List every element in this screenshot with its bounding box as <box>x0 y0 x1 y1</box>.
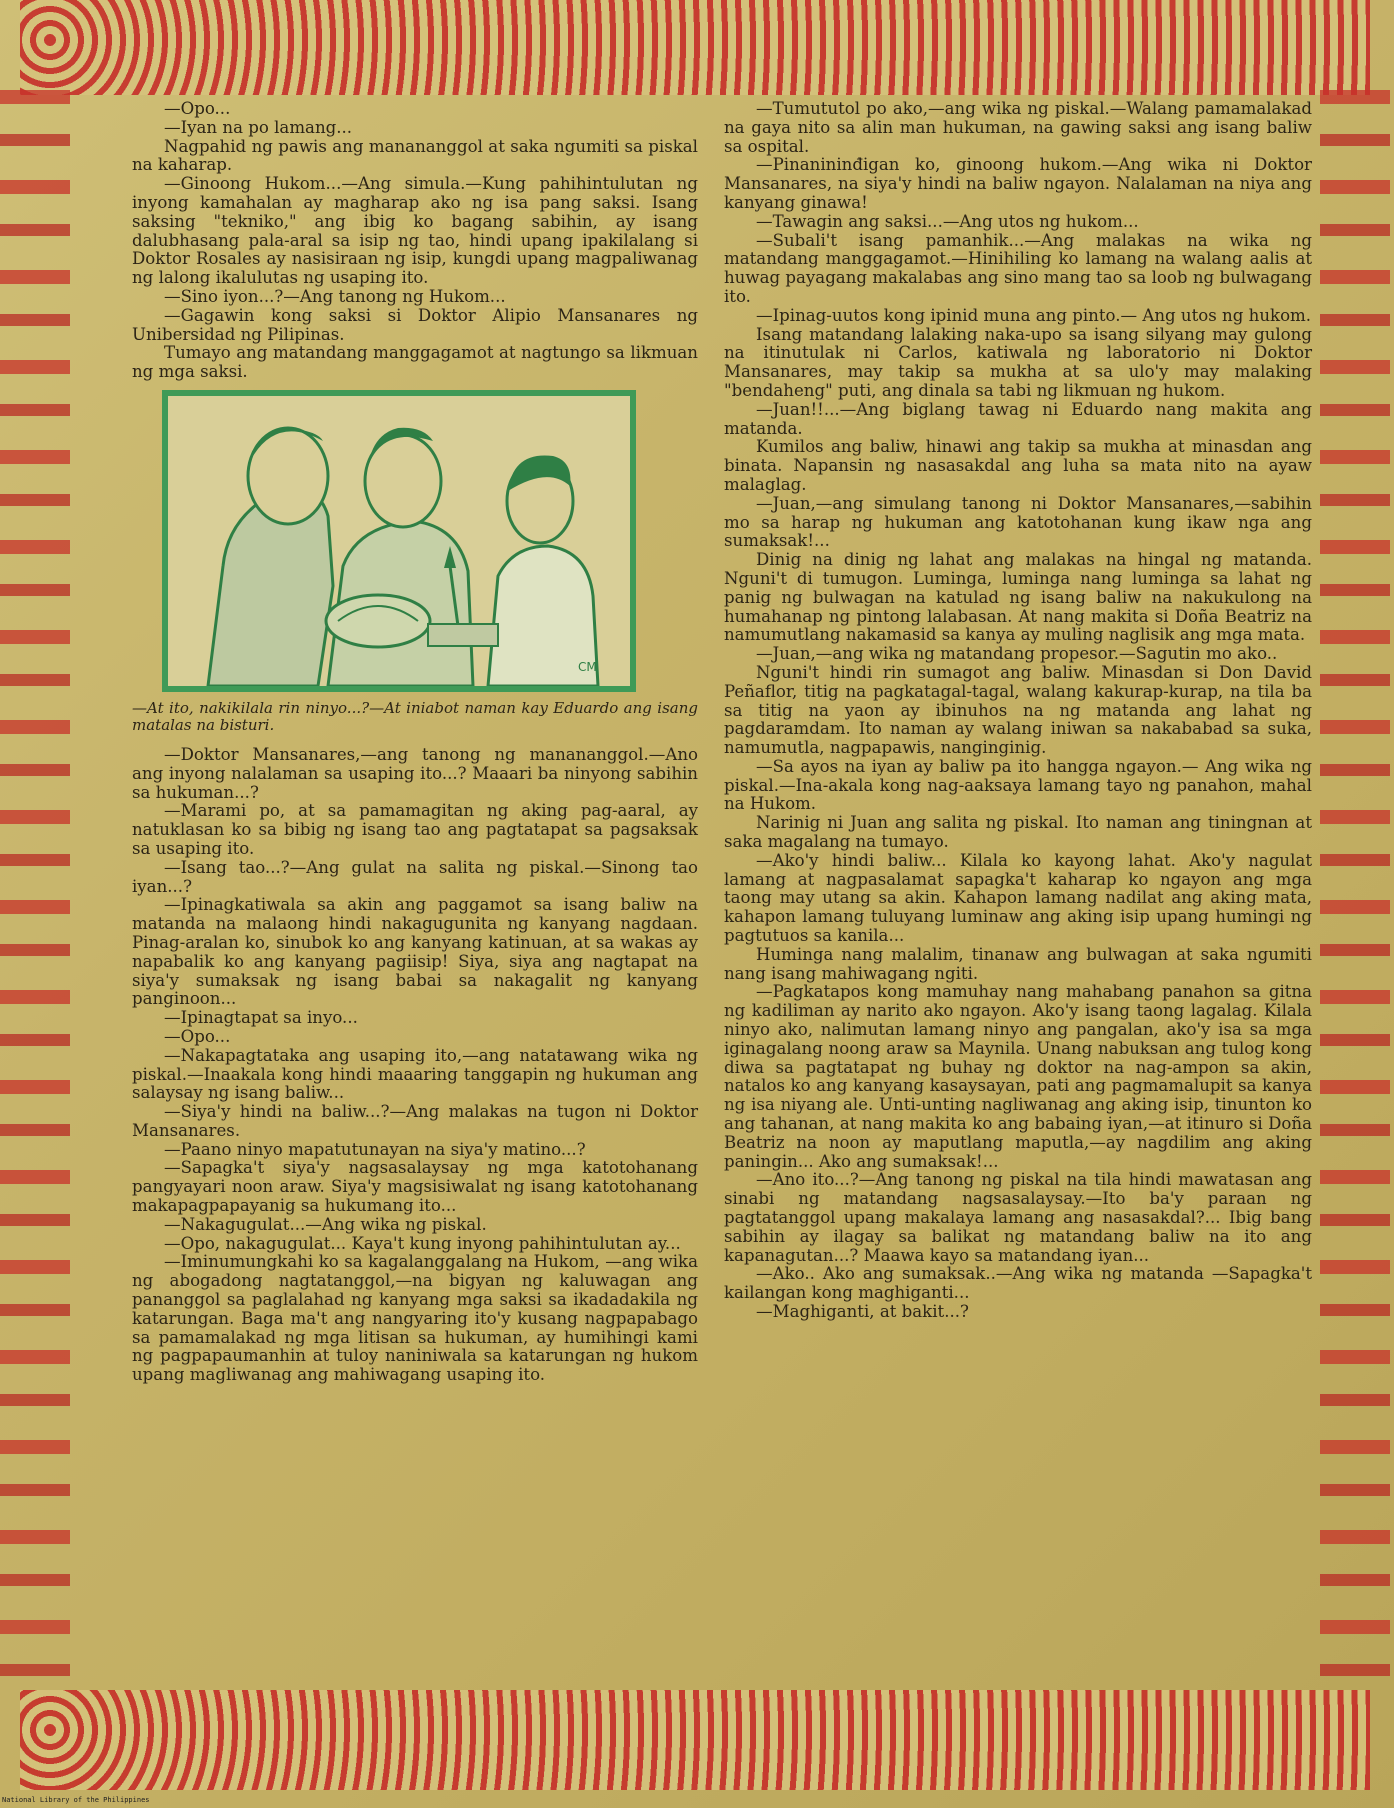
paragraph: —Nakagugulat...—Ang wika ng piskal. <box>164 1214 487 1234</box>
paragraph: —Ako'y hindi baliw... Kilala ko kayong lahat. Ako'y nagulat lamang at nagpasalamat sapagka't kaharap ko ngayon ang mga taong may utang sa akin. Kahapon lamang nadilat ang aking mata, kahapon lamang tuluyang luminaw ang aking isip upang humingi ng pagtutuos sa kanila... <box>724 850 1312 946</box>
paragraph: —Juan,—ang wika ng matandang propesor.—Sagutin mo ako.. <box>756 644 1278 664</box>
paragraph: Nagpahid ng pawis ang manananggol at saka ngumiti sa piskal na kaharap. <box>132 136 698 175</box>
paragraph: Dinig na dinig ng lahat ang malakas na hingal ng matanda. Nguni't di tumugon. Luminga, luminga nang luminga sa lahat ng panig ng bulwagan na katulad ng isang baliw na nakukulong na humahanap ng pintong lalabasan. At nang makita si Doña Beatriz na namumutlang nakamasid sa kanya ay muling naglisik ang mga mata. <box>724 550 1312 645</box>
left-column <box>132 100 698 1385</box>
library-credit: National Library of the Philippines <box>2 1796 150 1804</box>
paragraph: —Ipinag-uutos kong ipinid muna ang pinto.— Ang utos ng hukom. <box>756 305 1312 325</box>
paragraph: —Ipinagkatiwala sa akin ang paggamot sa isang baliw na matanda na malaong hindi nakagugunita ng kanyang nagdaan. Pinag-aralan ko, sinubok ko ang kanyang katinuan, at sa wakas ay napabalik ko ang kanyang pagiisip! Siya, siya ang nagtapat na siya'y sumaksak ng isang babai sa nakagalit ng kanyang panginoon... <box>132 895 698 1009</box>
left-column-paragraphs-top <box>132 100 698 382</box>
paragraph: —Juan!!...—Ang biglang tawag ni Eduardo nang makita ang matanda. <box>724 399 1312 438</box>
left-column-paragraphs-bottom <box>132 746 698 1385</box>
right-column-paragraphs <box>724 100 1312 1322</box>
decorative-border-bottom <box>20 1690 1370 1790</box>
paragraph: Tumayo ang matandang manggagamot at nagtungo sa likmuan ng mga saksi. <box>132 343 698 382</box>
paragraph: —Tumututol po ako,—ang wika ng piskal.—Walang pamamalakad na gaya nito sa alin man hukuman, na gawing saksi ang isang baliw sa ospital. <box>724 99 1312 156</box>
paragraph: —Gagawin kong saksi si Doktor Alipio Mansanares ng Unibersidad ng Pilipinas. <box>132 305 698 344</box>
paragraph: —Subali't isang pamanhik...—Ang malakas na wika ng matandang manggagamot.—Hinihiling ko lamang na walang aalis at huwag payagang makalabas ang sino mang tao sa loob ng bulwagang ito. <box>724 230 1312 306</box>
paragraph: —Pinanininđigan ko, ginoong hukom.—Ang wika ni Doktor Mansanares, na siya'y hindi na baliw ngayon. Nalalaman na niya ang kanyang ginawa! <box>724 155 1312 212</box>
paragraph: —Maghiganti, at bakit...? <box>756 1302 969 1321</box>
paragraph: —Ginoong Hukom...—Ang simula.—Kung pahihintulutan ng inyong kamahalan ay magharap ako ng isa pang saksi. Isang saksing "tekniko," ang ibig ko bagang sabihin, ay isang dalubhasang pala-aral sa isip ng tao, hindi upang ipakilalang si Doktor Rosales ay nasisiraan ng isip, kungdi upang magpaliwanag ng lalong ikalulutas ng usaping ito. <box>132 174 698 288</box>
right-column <box>724 100 1312 1322</box>
paragraph: —Siya'y hindi na baliw...?—Ang malakas na tugon ni Doktor Mansanares. <box>132 1102 698 1140</box>
paragraph: —Tawagin ang saksi...—Ang utos ng hukom... <box>756 211 1139 231</box>
decorative-border-left <box>0 90 70 1700</box>
paragraph: —Nakapagtataka ang usaping ito,—ang natatawang wika ng piskal.—Inaakala kong hindi maaaring tanggapin ng hukuman ang salaysay ng isang baliw... <box>132 1045 698 1103</box>
paragraph: —Opo... <box>164 1026 231 1046</box>
illustration-signature: CM <box>578 659 597 674</box>
paragraph: —Opo, nakagugulat... Kaya't kung inyong pahihintulutan ay... <box>164 1233 681 1253</box>
paragraph: —Sapagka't siya'y nagsasalaysay ng mga katotohanang pangyayari noon araw. Siya'y magsisiwalat ng isang katotohanang makapagpapayanig sa hukumang ito... <box>132 1158 698 1216</box>
courtroom-illustration <box>162 390 636 692</box>
paragraph: —Ipinagtapat sa inyo... <box>164 1008 358 1028</box>
paragraph: —Doktor Mansanares,—ang tanong ng manananggol.—Ano ang inyong nalalaman sa usaping ito...? Maaari ba ninyong sabihin sa hukuman...? <box>132 744 698 802</box>
paragraph: —Ako.. Ako ang sumaksak..—Ang wika ng matanda —Sapagka't kailangan kong maghiganti... <box>724 1264 1312 1303</box>
decorative-border-right <box>1320 90 1390 1700</box>
paragraph: —Pagkatapos kong mamuhay nang mahabang panahon sa gitna ng kadiliman ay narito ako ngayon. Ako'y isang taong lagalag. Kilala ninyo ako, nalimutan lamang ninyo ang pangalan, ako'y isa sa mga iginagalang noong araw sa Maynila. Unang nabuksan ang tulog kong diwa sa pagtatapat ng buhay ng doktor na nag-ampon sa akin, natalos ko ang kanyang kasaysayan, pati ang pagmamalupit sa kanya ng isa niyang ale. Unti-unting nagliwanag ang aking isip, tinunton ko ang tahanan, at nang makita ko ang babaing iyan,—at itinuro si Doña Beatriz na noon ay maputlang maputla,—ay nagdilim ang aking paningin... Ako ang sumaksak!... <box>724 982 1312 1171</box>
illustration-caption: —At ito, nakikilala rin ninyo...?—At iniabot naman kay Eduardo ang isang matalas na bisturi. <box>132 698 698 734</box>
paragraph: Isang matandang lalaking naka-upo sa isang silyang may gulong na itinutulak ni Carlos, katiwala ng laboratorio ni Doktor Mansanares, may takip sa mukha at sa ulo'y may malaking "bendaheng" puti, ang dinala sa tabi ng likmuan ng hukom. <box>724 324 1312 400</box>
paragraph: —Sa ayos na iyan ay baliw pa ito hangga ngayon.— Ang wika ng piskal.—Ina-akala kong nag-aaksaya lamang tayo ng panahon, mahal na Hukom. <box>724 756 1312 814</box>
paragraph: —Opo... <box>164 99 231 118</box>
paragraph: —Paano ninyo mapatutunayan na siya'y matino...? <box>164 1139 586 1159</box>
paragraph: —Marami po, at sa pamamagitan ng aking pag-aaral, ay natuklasan ko sa bibig ng isang tao ang pagtatapat sa pagsaksak sa usaping ito. <box>132 801 698 858</box>
paragraph: —Ano ito...?—Ang tanong ng piskal na tila hindi mawatasan ang sinabi ng matandang nagsasalaysay.—Ito ba'y paraan ng pagtatanggol upang makalaya lamang ang nasasakdal?... Ibig bang sabihin ay ilagay sa balikat ng matandang baliw na ito ang kapanagutan...? Maawa kayo sa matandang iyan... <box>724 1170 1312 1265</box>
paragraph: Nguni't hindi rin sumagot ang baliw. Minasdan si Don David Peñaflor, titig na pagkatagal-tagal, walang kakurap-kurap, na tila ba sa titig na yaon ay ibinuhos na ng matanda ang lahat ng pagdaramdam. Ito naman ay walang iniwan sa nakababad sa suka, namumutla, nagpapawis, nanginginig. <box>724 662 1312 758</box>
paragraph: Narinig ni Juan ang salita ng piskal. Ito naman ang tiningnan at saka magalang na tumayo. <box>724 813 1312 852</box>
paragraph: —Juan,—ang simulang tanong ni Doktor Mansanares,—sabihin mo sa harap ng hukuman ang katotohanan kung ikaw nga ang sumaksak!... <box>724 493 1312 551</box>
paragraph: —Sino iyon...?—Ang tanong ng Hukom... <box>164 286 506 306</box>
paragraph: Kumilos ang baliw, hinawi ang takip sa mukha at minasdan ang binata. Napansin ng nasasakdal ang luha sa mata nito na ayaw malaglag. <box>724 437 1312 494</box>
paragraph: —Iminumungkahi ko sa kagalanggalang na Hukom, —ang wika ng abogadong nagtatanggol,—na bigyan ng kaluwagan ang pananggol sa paglalahad ng kanyang mga saksi sa ikadadakila ng katarungan. Baga ma't ang nangyaring ito'y kusang nagpapabago sa pamamalakad ng mga litisan sa hukuman, ay humihingi kami ng pagpapaumanhin at tuloy naniniwala sa katarungan ng hukom upang magliwanag ang mahiwagang usaping ito. <box>132 1252 698 1385</box>
paragraph: Huminga nang malalim, tinanaw ang bulwagan at saka ngumiti nang isang mahiwagang ngiti. <box>724 944 1312 983</box>
paragraph: —Isang tao...?—Ang gulat na salita ng piskal.—Sinong tao iyan...? <box>132 857 698 896</box>
paragraph: —Iyan na po lamang... <box>164 117 353 137</box>
decorative-border-top <box>20 0 1370 95</box>
illustration-drawing <box>168 396 630 686</box>
